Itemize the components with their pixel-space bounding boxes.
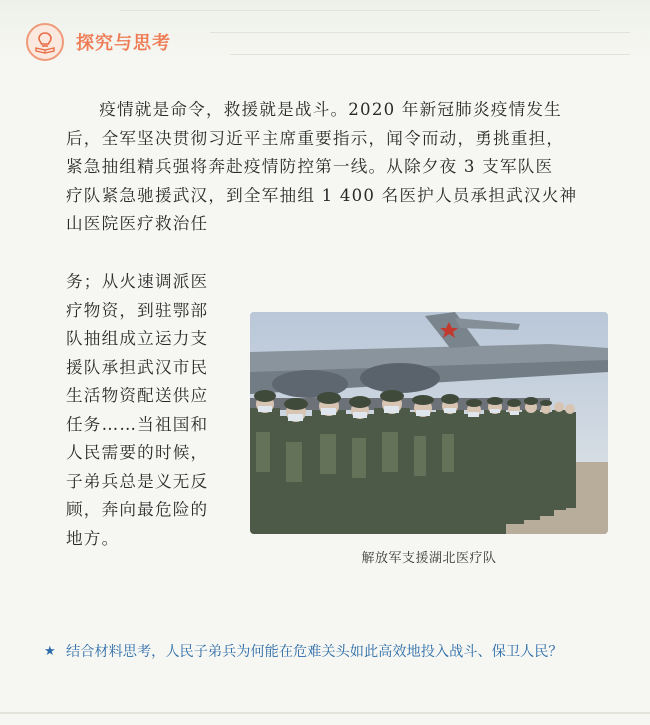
bleed-line [210, 32, 630, 33]
section-title: 探究与思考 [76, 33, 171, 54]
bottom-divider [0, 712, 650, 714]
column-line: 任务……当祖国和 [66, 414, 209, 434]
column-line: 生活物资配送供应 [66, 386, 209, 405]
column-line: 顾，奔向最危险的 [66, 500, 209, 519]
thinking-question [44, 640, 619, 664]
bleed-line [230, 54, 630, 55]
question-text: 结合材料思考，人民子弟兵为何能在危难关头如此高效地投入战斗、保卫人民？ [66, 644, 563, 660]
column-line: 疗物资，到驻鄂部 [66, 300, 209, 320]
paragraph-line: 疫情就是命令，救援就是战斗。2020 年新冠肺炎疫情发生 [99, 100, 562, 119]
troops-photo [250, 312, 608, 534]
paragraph-line: 疗队紧急驰援武汉，到全军抽组 1 400 名医护人员承担武汉火神 [66, 185, 578, 205]
section-header [26, 22, 171, 62]
paragraph-line: 山医院医疗救治任 [66, 214, 209, 233]
paragraph-line: 紧急抽组精兵强将奔赴疫情防控第一线。从除夕夜 3 支军队医 [66, 157, 554, 176]
column-line: 子弟兵总是义无反 [66, 471, 209, 491]
photo-caption: 解放军支援湖北医疗队 [361, 551, 497, 566]
bleed-line [120, 10, 600, 11]
body-paragraph [66, 96, 614, 239]
column-line: 援队承担武汉市民 [66, 357, 209, 377]
column-line: 务；从火速调派医 [66, 272, 209, 291]
column-line: 地方。 [66, 528, 120, 548]
star-icon: ★ [44, 644, 56, 659]
wrapped-text-column [66, 268, 216, 553]
paragraph-line: 后，全军坚决贯彻习近平主席重要指示，闻令而动，勇挑重担， [66, 128, 565, 148]
column-line: 人民需要的时候， [66, 443, 209, 462]
lightbulb-book-icon [26, 23, 64, 61]
photo-illustration [250, 312, 608, 534]
column-line: 队抽组成立运力支 [66, 329, 209, 348]
